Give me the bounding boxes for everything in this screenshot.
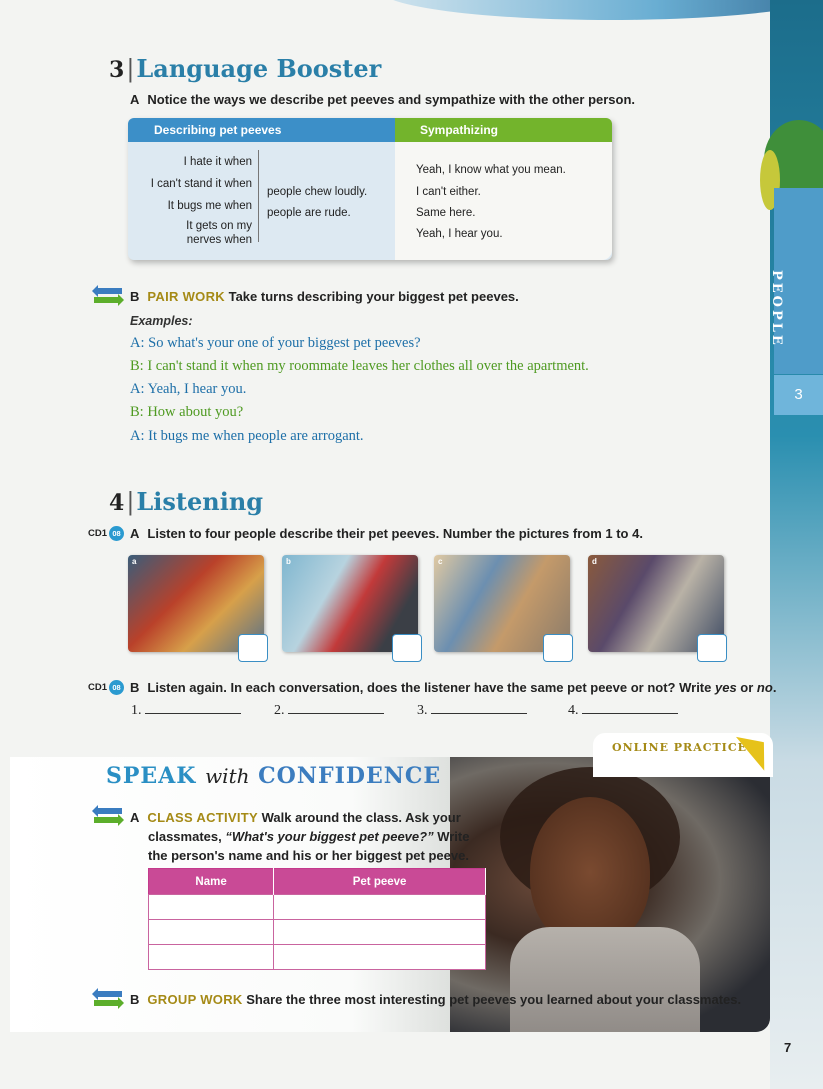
unit-side-tab-label: PEOPLE bbox=[769, 270, 784, 348]
sympathizing-phrase: I can't either. bbox=[416, 186, 481, 198]
answer-no: no bbox=[756, 680, 773, 695]
blank-underline[interactable] bbox=[582, 702, 678, 714]
instruction-text: Write bbox=[433, 829, 470, 844]
part-b-instruction: Take turns describing your biggest pet peeves. bbox=[228, 289, 519, 304]
part-letter: A bbox=[130, 810, 140, 825]
picture-letter: d bbox=[592, 557, 597, 566]
picture-b-number-box[interactable] bbox=[392, 634, 422, 662]
part-letter: A bbox=[130, 526, 140, 541]
activity-label: GROUP WORK bbox=[147, 992, 243, 1007]
starter-phrase: It gets on my bbox=[186, 220, 252, 232]
sympathizing-phrase: Yeah, I hear you. bbox=[416, 228, 503, 240]
describing-header: Describing pet peeves bbox=[128, 118, 395, 142]
part-b-instruction: Listen again. In each conversation, does the listener have the same pet peeve or not? Write bbox=[147, 680, 715, 695]
title-confidence: CONFIDENCE bbox=[258, 763, 442, 789]
sympathizing-phrase: Same here. bbox=[416, 207, 476, 219]
instruction-end: . bbox=[772, 680, 777, 695]
listening-part-a bbox=[130, 526, 643, 541]
page-number: 7 bbox=[784, 1040, 792, 1055]
blank-number: 4. bbox=[568, 703, 579, 718]
section-title: Language Booster bbox=[136, 54, 382, 83]
class-activity-icon bbox=[94, 808, 124, 824]
cd-label: CD1 bbox=[88, 682, 108, 694]
part-b-instruction: Share the three most interesting pet peeves you learned about your classmates. bbox=[246, 992, 742, 1007]
starter-phrase: I hate it when bbox=[183, 156, 252, 168]
pet-peeve-cell[interactable] bbox=[274, 945, 486, 970]
header-swoosh-decoration bbox=[380, 0, 823, 20]
examples-label: Examples: bbox=[130, 314, 193, 328]
part-a-instruction: Notice the ways we describe pet peeves and sympathize with the other person. bbox=[147, 92, 636, 107]
group-work-icon bbox=[94, 991, 124, 1007]
blank-number: 3. bbox=[417, 703, 428, 718]
section-4-heading: 4|Listening bbox=[109, 487, 264, 516]
instruction-text: classmates, bbox=[148, 829, 226, 844]
name-column-header: Name bbox=[149, 869, 274, 895]
instruction-quote: “What's your biggest pet peeve?” bbox=[225, 829, 434, 844]
table-row bbox=[149, 920, 486, 945]
pet-peeve-table bbox=[148, 868, 486, 970]
sympathizing-panel bbox=[395, 142, 612, 260]
speak-with-confidence-title bbox=[106, 763, 441, 789]
picture-d-number-box[interactable] bbox=[697, 634, 727, 662]
answer-blank-1[interactable] bbox=[131, 702, 241, 719]
section-3-heading: 3|Language Booster bbox=[109, 54, 382, 83]
table-row bbox=[149, 945, 486, 970]
pair-work-icon bbox=[94, 288, 124, 304]
unit-number-tab: 3 bbox=[774, 375, 823, 415]
answer-yes: yes bbox=[714, 680, 737, 695]
answer-blank-3[interactable] bbox=[417, 702, 527, 719]
section-number: 4 bbox=[109, 490, 125, 516]
speak-part-a bbox=[130, 808, 470, 865]
starter-phrase: It bugs me when bbox=[167, 200, 252, 212]
name-cell[interactable] bbox=[149, 945, 274, 970]
audio-track-icon[interactable]: 08 bbox=[109, 526, 124, 541]
starter-phrase: nerves when bbox=[186, 234, 252, 246]
instruction-text: the person's name and his or her biggest pet peeve. bbox=[148, 848, 469, 863]
part-letter: A bbox=[130, 92, 140, 107]
table-row bbox=[149, 895, 486, 920]
activity-label: CLASS ACTIVITY bbox=[147, 810, 259, 825]
column-divider bbox=[258, 150, 259, 242]
picture-letter: a bbox=[132, 557, 137, 566]
ending-phrase: people are rude. bbox=[267, 207, 351, 219]
part-letter: B bbox=[130, 680, 140, 695]
sympathizing-phrase: Yeah, I know what you mean. bbox=[416, 164, 566, 176]
answer-blank-2[interactable] bbox=[274, 702, 384, 719]
online-practice-label[interactable]: ONLINE PRACTICE bbox=[612, 741, 747, 754]
section-title: Listening bbox=[136, 487, 264, 516]
section-number: 3 bbox=[109, 57, 125, 83]
audio-track-icon[interactable]: 08 bbox=[109, 680, 124, 695]
language-booster-part-b bbox=[130, 289, 519, 304]
pet-peeve-cell[interactable] bbox=[274, 895, 486, 920]
part-letter: B bbox=[130, 992, 140, 1007]
blank-underline[interactable] bbox=[288, 702, 384, 714]
cd-track-a[interactable] bbox=[88, 526, 124, 541]
blank-underline[interactable] bbox=[145, 702, 241, 714]
name-cell[interactable] bbox=[149, 920, 274, 945]
woman-on-phone-photo bbox=[450, 757, 770, 1032]
part-a-instruction: Listen to four people describe their pet peeves. Number the pictures from 1 to 4. bbox=[147, 526, 643, 541]
language-booster-part-a bbox=[130, 92, 635, 107]
right-edge-decoration bbox=[770, 0, 823, 1089]
example-line: B: I can't stand it when my roommate leaves her clothes all over the apartment. bbox=[130, 358, 589, 374]
pet-peeve-column-header: Pet peeve bbox=[274, 869, 486, 895]
part-letter: B bbox=[130, 289, 140, 304]
cd-label: CD1 bbox=[88, 528, 108, 540]
picture-letter: c bbox=[438, 557, 443, 566]
title-speak: SPEAK bbox=[106, 763, 197, 789]
starter-phrase: I can't stand it when bbox=[150, 178, 252, 190]
example-line: B: How about you? bbox=[130, 404, 244, 420]
cd-track-b[interactable] bbox=[88, 680, 124, 695]
answer-blank-4[interactable] bbox=[568, 702, 678, 719]
listening-part-b bbox=[130, 680, 776, 695]
activity-label: PAIR WORK bbox=[147, 289, 225, 304]
picture-c-number-box[interactable] bbox=[543, 634, 573, 662]
pet-peeve-cell[interactable] bbox=[274, 920, 486, 945]
blank-number: 1. bbox=[131, 703, 142, 718]
picture-a-number-box[interactable] bbox=[238, 634, 268, 662]
blank-number: 2. bbox=[274, 703, 285, 718]
name-cell[interactable] bbox=[149, 895, 274, 920]
picture-letter: b bbox=[286, 557, 291, 566]
title-with: with bbox=[205, 764, 250, 788]
ending-phrase: people chew loudly. bbox=[267, 186, 368, 198]
example-line: A: It bugs me when people are arrogant. bbox=[130, 428, 364, 444]
example-line: A: So what's your one of your biggest pet peeves? bbox=[130, 335, 421, 351]
speak-part-b bbox=[130, 992, 741, 1007]
sympathizing-header: Sympathizing bbox=[395, 118, 612, 142]
answer-or: or bbox=[736, 680, 757, 695]
blank-underline[interactable] bbox=[431, 702, 527, 714]
instruction-text: Walk around the class. Ask your bbox=[261, 810, 461, 825]
example-line: A: Yeah, I hear you. bbox=[130, 381, 247, 397]
language-booster-table bbox=[128, 118, 612, 260]
